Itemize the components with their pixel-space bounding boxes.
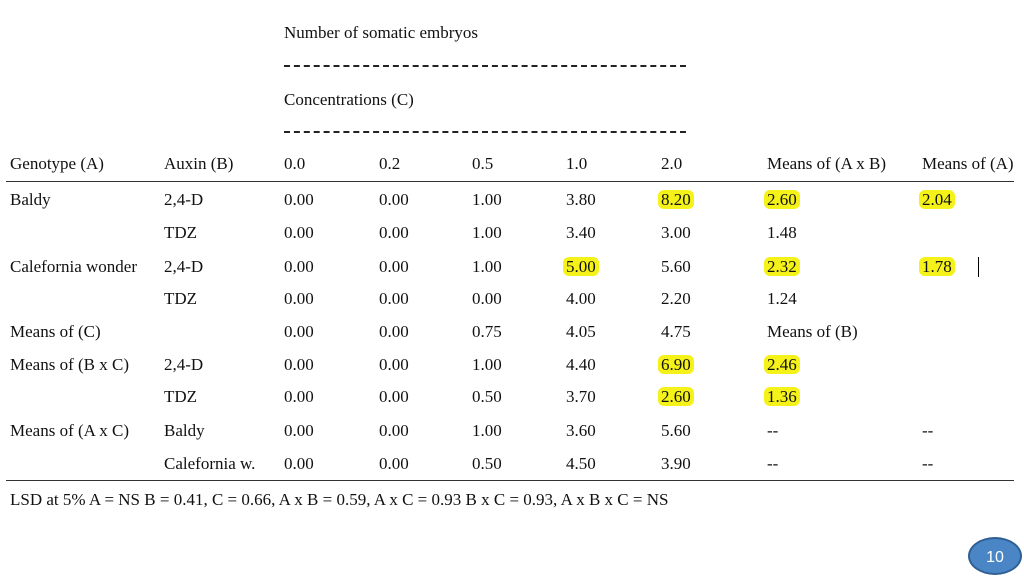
table-cell-conc-0-5 bbox=[472, 256, 502, 278]
table-cell-auxin bbox=[164, 222, 197, 244]
cell-value: 1.36 bbox=[764, 387, 800, 406]
cell-value: 1.00 bbox=[472, 421, 502, 440]
cell-value: Means of (C) bbox=[10, 322, 101, 341]
cell-value: 2,4-D bbox=[164, 355, 204, 374]
table-cell-conc-0-5 bbox=[472, 189, 502, 211]
table-cell-means-axb bbox=[767, 222, 797, 244]
table-cell-conc-0-2 bbox=[379, 453, 409, 475]
header-rule bbox=[6, 181, 1014, 182]
cell-value: Baldy bbox=[10, 190, 51, 209]
table-cell-conc-1-0 bbox=[566, 386, 596, 408]
cell-value: 0.00 bbox=[379, 322, 409, 341]
cell-value: 2.60 bbox=[764, 190, 800, 209]
table-cell-conc-1-0 bbox=[566, 256, 599, 278]
table-cell-conc-0-5 bbox=[472, 321, 502, 343]
cell-value: 2.60 bbox=[658, 387, 694, 406]
cell-value: 0.00 bbox=[284, 454, 314, 473]
table-cell-conc-2-0 bbox=[661, 256, 691, 278]
table-cell-conc-0-0 bbox=[284, 256, 314, 278]
table-cell-conc-0-0 bbox=[284, 386, 314, 408]
table-cell-conc-0-2 bbox=[379, 222, 409, 244]
cell-value: 0.00 bbox=[284, 322, 314, 341]
column-header-means-axb: Means of (A x B) bbox=[767, 154, 886, 173]
table-cell-conc-1-0 bbox=[566, 453, 596, 475]
table-cell-conc-0-0 bbox=[284, 288, 314, 310]
cell-value: 3.90 bbox=[661, 454, 691, 473]
table-cell-conc-0-2 bbox=[379, 256, 409, 278]
table-cell-conc-1-0 bbox=[566, 420, 596, 442]
table-cell-conc-2-0 bbox=[661, 321, 691, 343]
cell-value: 4.75 bbox=[661, 322, 691, 341]
bottom-rule bbox=[6, 480, 1014, 481]
column-header-conc-2-0: 2.0 bbox=[661, 154, 683, 173]
cell-value: 0.75 bbox=[472, 322, 502, 341]
cell-value: 1.00 bbox=[472, 257, 502, 276]
table-cell-auxin bbox=[164, 288, 197, 310]
cell-value: TDZ bbox=[164, 289, 198, 308]
cell-value: 0.00 bbox=[379, 421, 409, 440]
table-cell-conc-0-2 bbox=[379, 386, 409, 408]
cell-value: TDZ bbox=[164, 387, 198, 406]
cell-value: 3.40 bbox=[566, 223, 596, 242]
table-cell-genotype bbox=[10, 256, 137, 278]
table-cell-means-axb bbox=[767, 453, 778, 475]
table-cell-means-a bbox=[922, 189, 955, 211]
text-cursor bbox=[978, 257, 979, 277]
cell-value: 2.04 bbox=[919, 190, 955, 209]
table-cell-means-axb bbox=[767, 189, 800, 211]
table-cell-conc-0-5 bbox=[472, 222, 502, 244]
dashed-divider-bottom bbox=[284, 131, 686, 133]
table-cell-conc-0-5 bbox=[472, 453, 502, 475]
table-cell-means-a bbox=[922, 256, 955, 278]
cell-value: 2,4-D bbox=[164, 257, 204, 276]
table-cell-conc-1-0 bbox=[566, 222, 596, 244]
cell-value: 3.60 bbox=[566, 421, 596, 440]
slide-number-badge: 10 bbox=[968, 537, 1022, 575]
cell-value: 0.50 bbox=[472, 387, 502, 406]
table-cell-means-axb bbox=[767, 420, 778, 442]
column-header-conc-1-0: 1.0 bbox=[566, 154, 588, 173]
cell-value: 0.00 bbox=[379, 387, 409, 406]
table-cell-conc-2-0 bbox=[661, 288, 691, 310]
table-cell-conc-1-0 bbox=[566, 288, 596, 310]
table-cell-conc-0-5 bbox=[472, 288, 502, 310]
table-cell-conc-1-0 bbox=[566, 354, 596, 376]
table-cell-conc-0-0 bbox=[284, 189, 314, 211]
table-cell-conc-0-0 bbox=[284, 354, 314, 376]
column-header-genotype: Genotype (A) bbox=[10, 154, 104, 173]
cell-value: 0.00 bbox=[284, 223, 314, 242]
table-cell-means-axb bbox=[767, 386, 800, 408]
cell-value: 4.05 bbox=[566, 322, 596, 341]
table-subtitle: Concentrations (C) bbox=[284, 90, 414, 109]
cell-value: 2.46 bbox=[764, 355, 800, 374]
cell-value: 0.00 bbox=[284, 289, 314, 308]
cell-value: 4.40 bbox=[566, 355, 596, 374]
table-cell-conc-0-2 bbox=[379, 354, 409, 376]
column-header-means-a: Means of (A) bbox=[922, 154, 1014, 173]
cell-value: 8.20 bbox=[658, 190, 694, 209]
table-cell-conc-2-0 bbox=[661, 453, 691, 475]
cell-value: 0.00 bbox=[284, 421, 314, 440]
table-cell-means-axb bbox=[767, 354, 800, 376]
cell-value: Means of (B) bbox=[767, 322, 858, 341]
cell-value: 0.00 bbox=[379, 355, 409, 374]
cell-value: 3.70 bbox=[566, 387, 596, 406]
table-cell-genotype bbox=[10, 321, 101, 343]
table-cell-auxin bbox=[164, 420, 205, 442]
dashed-divider-top bbox=[284, 65, 686, 67]
table-cell-conc-0-0 bbox=[284, 222, 314, 244]
column-header-conc-0-0: 0.0 bbox=[284, 154, 306, 173]
table-cell-conc-2-0 bbox=[661, 386, 694, 408]
table-cell-means-axb bbox=[767, 256, 800, 278]
cell-value: 1.00 bbox=[472, 355, 502, 374]
cell-value: -- bbox=[922, 454, 934, 473]
cell-value: 0.00 bbox=[284, 257, 314, 276]
table-cell-conc-0-2 bbox=[379, 420, 409, 442]
table-cell-means-axb bbox=[767, 288, 797, 310]
table-title: Number of somatic embryos bbox=[284, 23, 479, 42]
cell-value: 5.00 bbox=[563, 257, 599, 276]
cell-value: 5.60 bbox=[661, 421, 691, 440]
cell-value: 1.78 bbox=[919, 257, 955, 276]
cell-value: 3.80 bbox=[566, 190, 596, 209]
cell-value: 6.90 bbox=[658, 355, 694, 374]
table-cell-auxin bbox=[164, 256, 203, 278]
table-cell-conc-0-2 bbox=[379, 321, 409, 343]
cell-value: 0.00 bbox=[379, 454, 409, 473]
cell-value: 2,4-D bbox=[164, 190, 204, 209]
cell-value: 0.50 bbox=[472, 454, 502, 473]
cell-value: -- bbox=[767, 454, 779, 473]
cell-value: Means of (A x C) bbox=[10, 421, 129, 440]
cell-value: 0.00 bbox=[379, 257, 409, 276]
cell-value: Calefornia wonder bbox=[10, 257, 137, 276]
cell-value: -- bbox=[767, 421, 779, 440]
table-cell-means-axb bbox=[767, 321, 858, 343]
table-cell-conc-0-0 bbox=[284, 321, 314, 343]
table-cell-auxin bbox=[164, 453, 255, 475]
table-cell-means-a bbox=[922, 420, 933, 442]
table-cell-conc-1-0 bbox=[566, 321, 596, 343]
cell-value: TDZ bbox=[164, 223, 198, 242]
cell-value: 1.24 bbox=[767, 289, 797, 308]
cell-value: 0.00 bbox=[284, 355, 314, 374]
table-cell-conc-2-0 bbox=[661, 420, 691, 442]
table-cell-auxin bbox=[164, 354, 203, 376]
cell-value: Baldy bbox=[164, 421, 205, 440]
table-cell-conc-0-2 bbox=[379, 189, 409, 211]
cell-value: 4.00 bbox=[566, 289, 596, 308]
cell-value: 0.00 bbox=[379, 289, 409, 308]
table-cell-conc-0-0 bbox=[284, 420, 314, 442]
cell-value: 5.60 bbox=[661, 257, 691, 276]
cell-value: 1.00 bbox=[472, 223, 502, 242]
table-cell-conc-2-0 bbox=[661, 222, 691, 244]
column-header-auxin: Auxin (B) bbox=[164, 154, 234, 173]
cell-value: 0.00 bbox=[379, 190, 409, 209]
lsd-footnote: LSD at 5% A = NS B = 0.41, C = 0.66, A x B = 0.59, A x C = 0.93 B x C = 0.93, A x B x C = NS bbox=[10, 490, 669, 509]
column-header-conc-0-2: 0.2 bbox=[379, 154, 401, 173]
table-cell-genotype bbox=[10, 189, 51, 211]
cell-value: Calefornia w. bbox=[164, 454, 256, 473]
cell-value: 0.00 bbox=[284, 387, 314, 406]
table-cell-conc-1-0 bbox=[566, 189, 596, 211]
cell-value: 2.20 bbox=[661, 289, 691, 308]
cell-value: 0.00 bbox=[284, 190, 314, 209]
table-cell-conc-0-5 bbox=[472, 354, 502, 376]
table-cell-genotype bbox=[10, 420, 129, 442]
table-cell-auxin bbox=[164, 386, 197, 408]
cell-value: 4.50 bbox=[566, 454, 596, 473]
table-cell-conc-0-5 bbox=[472, 420, 502, 442]
table-cell-genotype bbox=[10, 354, 129, 376]
table-cell-conc-0-5 bbox=[472, 386, 502, 408]
table-cell-conc-0-2 bbox=[379, 288, 409, 310]
cell-value: 0.00 bbox=[379, 223, 409, 242]
table-cell-conc-0-0 bbox=[284, 453, 314, 475]
table-cell-auxin bbox=[164, 189, 203, 211]
cell-value: 0.00 bbox=[472, 289, 502, 308]
cell-value: 3.00 bbox=[661, 223, 691, 242]
cell-value: 1.00 bbox=[472, 190, 502, 209]
cell-value: 1.48 bbox=[767, 223, 797, 242]
cell-value: Means of (B x C) bbox=[10, 355, 129, 374]
table-cell-conc-2-0 bbox=[661, 354, 694, 376]
cell-value: 2.32 bbox=[764, 257, 800, 276]
column-header-conc-0-5: 0.5 bbox=[472, 154, 494, 173]
table-cell-conc-2-0 bbox=[661, 189, 694, 211]
cell-value: -- bbox=[922, 421, 934, 440]
table-cell-means-a bbox=[922, 453, 933, 475]
